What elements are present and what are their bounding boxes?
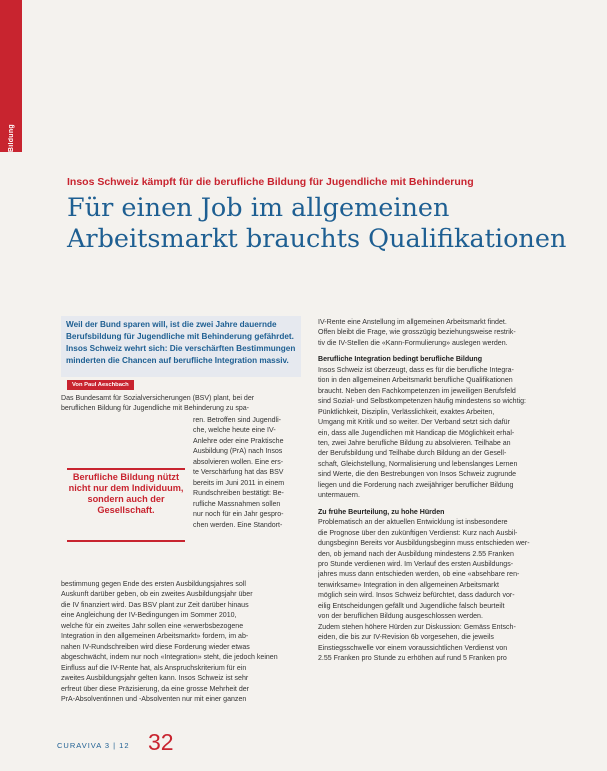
body-line: erfreut über diese Präzisierung, da eine grosse Mehrheit der (61, 685, 250, 693)
body-line: bestimmung gegen Ende des ersten Ausbildungsjahres soll (61, 581, 246, 588)
body-line: Insos Schweiz ist überzeugt, dass es für die berufliche Integra- (318, 366, 514, 374)
body-line: von der beruflichen Bildung ausgeschlossen werden. (318, 613, 483, 621)
body-line: pro Stunde verdienen wird. Im Verlauf des ersten Ausbildungs- (318, 560, 514, 568)
body-line: möglich sein wird. Insos Schweiz befürchtet, dass dadurch vor- (318, 592, 515, 600)
body-line: schaft, Gleichstellung, Normalisierung und lebenslanges Lernen (318, 460, 518, 468)
body-line: zweites Ausbildungsjahr gelten kann. Insos Schweiz ist sehr (61, 675, 249, 683)
body-line: Ausbildung (PrA) nach Insos (193, 448, 283, 456)
body-line: beruflichen Bildung für Jugendliche mit Behinderung zu spa- (61, 405, 250, 413)
section-tab-label: Bildung (7, 123, 15, 152)
body-line: braucht. Neben den Fachkompetenzen im jeweiligen Berufsfeld (318, 387, 516, 395)
body-line: eine Angleichung der IV-Bedingungen im Sommer 2010, (61, 612, 237, 620)
author-badge: Von Paul Aeschbach (67, 380, 134, 390)
body-line: der Berufsbildung und Teilhabe durch Bildung an der Gesell- (318, 450, 507, 458)
page-number: 32 (148, 729, 174, 755)
body-line: te Verschärfung hat das BSV (193, 469, 284, 477)
body-line: Einstiegsschwelle vor einem voraussichtlichen Verdienst von (318, 644, 508, 652)
body-line: den, ob jemand nach der Ausbildung mindestens 2.55 Franken (318, 550, 514, 558)
body-line: PrA-Absolventinnen und -Absolventen nur mit einer ganzen (61, 695, 247, 703)
pull-quote-rule-top (67, 468, 185, 470)
body-line: ten, zwei Jahre berufliche Bildung zu absolvieren. Teilhabe an (318, 439, 511, 447)
body-line: liegen und die Forderung nach zweijähriger beruflicher Bildung (318, 481, 514, 489)
body-line: Einfluss auf die IV-Rente hat, als Anspruchskriterium für ein (61, 664, 247, 672)
lead-box (61, 316, 301, 377)
body-column-1-top (61, 394, 306, 416)
body-line: Anlehre oder eine Praktische (193, 437, 284, 445)
body-line: bereits im Juni 2011 in einem (193, 479, 285, 487)
body-line: Rundschreiben bestätigt: Be- (193, 490, 284, 498)
page-title (67, 193, 587, 255)
body-line: dungsbeginn Bereits vor Ausbildungsbeginn muss entschieden wer- (318, 540, 530, 548)
headline-line: Arbeitsmarkt brauchts Qualifikationen (67, 224, 567, 254)
body-line: nahen IV-Rundschreiben wird diese Forderung wieder etwas (61, 643, 250, 651)
body-column-1-narrow (193, 416, 305, 580)
body-line: ren. Betroffen sind Jugendli- (193, 417, 282, 424)
body-line: tenwirksame» Integration in den allgemeinen Arbeitsmarkt (318, 581, 499, 589)
lead-text: Weil der Bund sparen will, ist die zwei Jahre dauernde Berufsbildung für Jugendliche mit Behinderung gefährdet. Insos Schweiz wehrt sich: Die verschärften Bestimmungen minderten die Chancen auf berufliche Integration massiv. (66, 320, 296, 366)
body-column-1-bottom (61, 580, 306, 740)
body-line: ein, dass alle Jugendlichen mit Handicap die Möglichkeit erhal- (318, 429, 515, 437)
body-line: sind Sozial- und Selbstkompetenzen häufig mindestens so wichtig: (318, 398, 527, 406)
body-column-2 (318, 318, 584, 750)
footer-magazine-name: CURAVIVA 3 | 12 (57, 741, 130, 750)
pull-quote-rule-bottom (67, 540, 185, 542)
body-line: Umgang mit Kritik und so weiter. Der Verband setzt sich dafür (318, 419, 510, 427)
body-line: eilig Entscheidungen gefällt und Jugendliche falsch beurteilt (318, 602, 505, 610)
body-line: che, welche heute eine IV- (193, 427, 276, 435)
body-line: Offen bleibt die Frage, wie grosszügig beziehungsweise restrik- (318, 329, 516, 337)
section-subhead: Berufliche Integration bedingt berufliche Bildung (318, 356, 483, 364)
body-line: Auskunft darüber geben, ob ein zweites Ausbildungsjahr über (61, 591, 253, 599)
section-tab (0, 0, 22, 152)
body-line: sind Werte, die den Bestrebungen von Insos Schweiz zugrunde (318, 471, 517, 479)
body-line: tion in den allgemeinen Arbeitsmarkt berufliche Qualifikationen (318, 377, 513, 385)
body-line: Problematisch an der aktuellen Entwicklung ist insbesondere (318, 519, 508, 527)
headline-line: Für einen Job im allgemeinen (67, 193, 450, 223)
body-line: chen werden. Eine Standort- (193, 521, 283, 529)
body-line: rufliche Massnahmen sollen (193, 500, 281, 508)
body-line: jahres muss dann entschieden werden, ob eine «absehbare ren- (318, 571, 520, 579)
body-line: 2.55 Franken pro Stunde zu erhöhen auf rund 5 Franken pro (318, 655, 507, 663)
body-line: absolvieren wollen. Eine ers- (193, 458, 284, 466)
body-line: tiv die IV-Stellen die «Kann-Formulierung» auslegen werden. (318, 339, 508, 347)
body-line: die Prognose über den zukünftigen Verdienst: Kurz nach Ausbil- (318, 529, 518, 537)
body-line: nur noch für ein Jahr gespro- (193, 511, 284, 519)
body-line: Pünktlichkeit, Disziplin, Verlässlichkeit, exaktes Arbeiten, (318, 408, 495, 416)
body-line: eiden, die bis zur IV-Revision 6b vorgesehen, die jeweils (318, 634, 494, 642)
body-line: abgeschwächt, indem nur noch «Integration» steht, die jedoch keinen (61, 654, 278, 662)
section-subhead: Zu frühe Beurteilung, zu hohe Hürden (318, 508, 445, 516)
body-line: Integration in den allgemeinen Arbeitsmarkt» fordern, im ab- (61, 633, 249, 641)
body-line: IV-Rente eine Anstellung im allgemeinen Arbeitsmarkt findet. (318, 319, 507, 326)
body-line: die IV finanziert wird. Das BSV plant zur Zeit darüber hinaus (61, 601, 249, 609)
body-line: untermauern. (318, 492, 360, 500)
kicker-line: Insos Schweiz kämpft für die berufliche Bildung für Jugendliche mit Behinderung (67, 176, 474, 188)
body-line: welche für ein zweites Jahr sollen eine «erwerbsbezogene (61, 622, 244, 630)
body-line: Das Bundesamt für Sozialversicherungen (BSV) plant, bei der (61, 395, 255, 402)
body-line: Zudem stehen höhere Hürden zur Diskussion: Gemäss Entsch- (318, 623, 516, 631)
pull-quote: Berufliche Bildung nützt nicht nur dem Individuum, sondern auch der Gesellschaft. (68, 472, 184, 515)
